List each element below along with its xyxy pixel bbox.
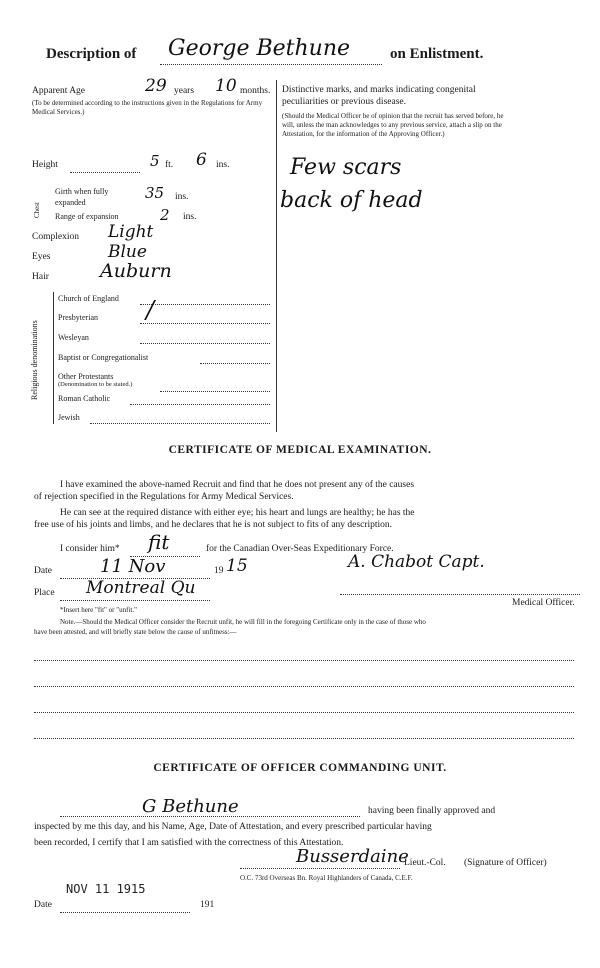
eyes-label: Eyes (32, 252, 51, 262)
medical-date: 11 Nov (100, 556, 166, 577)
header-left: Description of (46, 46, 137, 62)
religion-side-label: Religious denominations (30, 320, 39, 400)
officer-date-label: Date (34, 900, 52, 910)
girth-unit: ins. (175, 192, 189, 202)
years-label: years (174, 86, 195, 96)
header-right: on Enlistment. (390, 46, 484, 62)
religion-church-of-england: Church of England (58, 294, 119, 303)
ins-label: ins. (216, 160, 230, 170)
marks-label: Distinctive marks, and marks indicating congenital peculiarities or previous disease. (282, 85, 476, 107)
officer-signature: Busserdaine (296, 846, 409, 867)
months-label: months. (240, 86, 271, 96)
officer-year-label: 191 (200, 900, 215, 910)
place-label: Place (34, 588, 55, 598)
girth-label: Girth when fully expanded (55, 187, 109, 207)
height-inches: 6 (196, 150, 207, 170)
age-months: 10 (215, 76, 237, 96)
hair-label: Hair (32, 272, 49, 282)
date-label: Date (34, 566, 52, 576)
medical-p1: I have examined the above-named Recruit and find that he does not present any of the causes (60, 480, 415, 490)
officer-rank: Lieut.-Col. (404, 858, 446, 868)
height-label: Height (32, 160, 58, 170)
medical-p2: He can see at the required distance with either eye; his heart and lungs are healthy; he has the (60, 508, 415, 518)
complexion-value: Light (108, 222, 154, 242)
religion-mark: / (146, 296, 155, 324)
age-label: Apparent Age (32, 86, 86, 96)
officer-unit: O.C. 73rd Overseas Bn. Royal Highlanders of Canada, C.E.F. (240, 874, 413, 882)
medical-p2b: free use of his joints and limbs, and he declares that he is not subject to fits of any description. (34, 520, 393, 530)
medical-p1b: of rejection specified in the Regulations for Army Medical Services. (34, 492, 294, 502)
consider-value: fit (148, 530, 170, 554)
chest-side-label: Chest (33, 202, 41, 218)
medical-officer-label: Medical Officer. (512, 598, 575, 608)
marks-line2: back of head (280, 188, 423, 213)
consider-label: I consider him* (60, 544, 120, 554)
religion-baptist: Baptist or Congregationalist (58, 353, 149, 362)
religion-jewish: Jewish (58, 413, 80, 422)
officer-line1-tail: having been finally approved and (368, 806, 496, 816)
insert-note: *Insert here "fit" or "unfit." (60, 606, 137, 614)
medical-title: CERTIFICATE OF MEDICAL EXAMINATION. (168, 444, 432, 456)
girth-value: 35 (145, 184, 165, 202)
officer-signature-label: (Signature of Officer) (464, 858, 547, 868)
marks-note: (Should the Medical Officer be of opinion that the recruit has served before, he will, unless the man acknowledges to any previous service, attach a slip on the Attestation, for the information of the Approving Officer.) (282, 112, 504, 138)
range-value: 2 (160, 206, 170, 224)
officer-line2: inspected by me this day, and his Name, Age, Date of Attestation, and every prescribed particular having (34, 822, 432, 832)
age-note: (To be determined according to the instructions given in the Regulations for Army Medical Services.) (32, 99, 263, 116)
eyes-value: Blue (108, 242, 147, 262)
year-prefix: 19 (214, 566, 224, 576)
range-label: Range of expansion (55, 212, 119, 221)
marks-line1: Few scars (290, 155, 402, 180)
officer-recruit-name: G Bethune (142, 796, 239, 817)
officer-title: CERTIFICATE OF OFFICER COMMANDING UNIT. (153, 762, 447, 774)
consider-tail: for the Canadian Over-Seas Expeditionary Force. (206, 544, 394, 554)
ft-label: ft. (165, 160, 174, 170)
date-stamp: NOV 11 1915 (66, 882, 146, 896)
religion-roman-catholic: Roman Catholic (58, 394, 111, 403)
height-feet: 5 (150, 152, 160, 170)
range-unit: ins. (183, 212, 197, 222)
officer-line3: been recorded, I certify that I am satisfied with the correctness of this Attestation. (34, 838, 344, 848)
age-years: 29 (145, 76, 167, 96)
religion-denomination-note: (Denomination to be stated.) (58, 381, 133, 388)
religion-presbyterian: Presbyterian (58, 313, 98, 322)
religion-wesleyan: Wesleyan (58, 333, 89, 342)
complexion-label: Complexion (32, 232, 79, 242)
medical-year: 15 (226, 556, 248, 576)
hair-value: Auburn (100, 260, 172, 282)
medical-officer-signature: A. Chabot Capt. (348, 552, 485, 572)
unfit-note-1: Note.—Should the Medical Officer consider the Recruit unfit, he will fill in the foregoing Certificate only in the case of those who (60, 618, 426, 626)
place-value: Montreal Qu (86, 578, 196, 598)
recruit-name: George Bethune (168, 36, 351, 61)
religion-other-protestants: Other Protestants (58, 372, 114, 381)
unfit-note-2: have been attested, and will briefly state below the cause of unfitness:— (34, 628, 237, 636)
